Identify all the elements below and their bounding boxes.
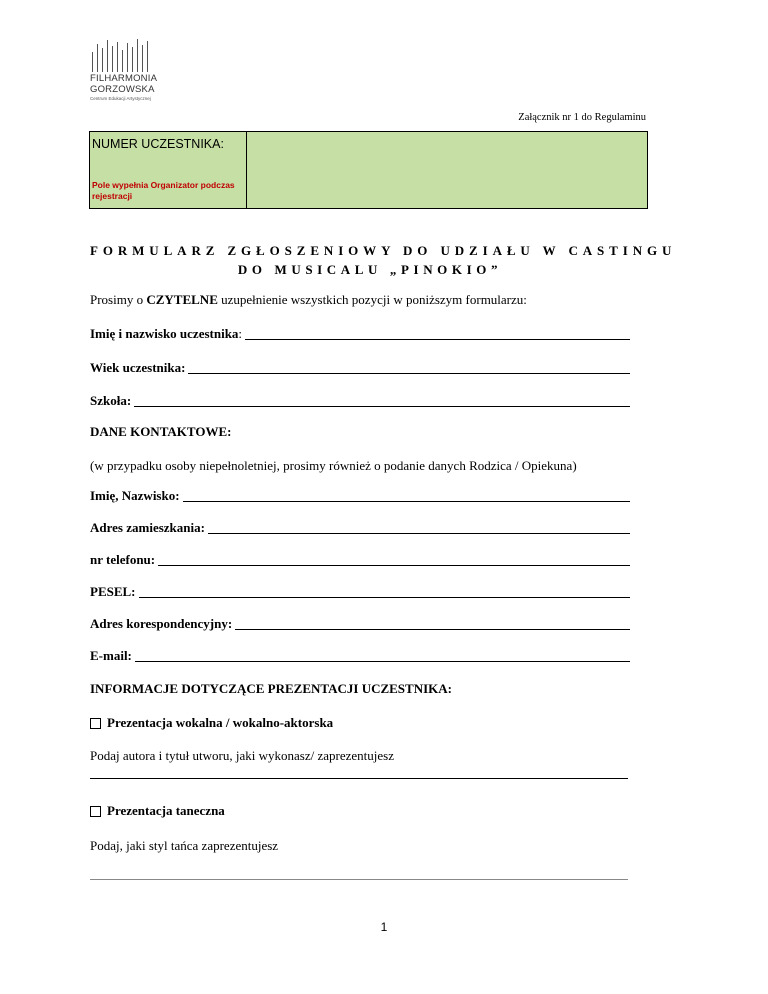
intro-bold: CZYTELNE [146, 292, 218, 307]
pesel-field[interactable] [90, 584, 630, 600]
contact-note: (w przypadku osoby niepełnoletniej, prosimy również o podanie danych Rodzica / Opiekuna) [90, 458, 577, 473]
dance-presentation-option[interactable] [90, 803, 225, 819]
vocal-checkbox[interactable] [90, 718, 101, 729]
pesel-input-line[interactable] [139, 585, 630, 598]
vocal-answer-line[interactable] [90, 778, 628, 779]
age-field[interactable] [90, 360, 630, 376]
presentation-heading: INFORMACJE DOTYCZĄCE PREZENTACJI UCZESTNIKA: [90, 681, 452, 696]
phone-input-line[interactable] [158, 553, 630, 566]
address-field[interactable] [90, 520, 630, 536]
page-number: 1 [380, 920, 388, 934]
vocal-hint: Podaj autora i tytuł utworu, jaki wykonasz/ zaprezentujesz [90, 748, 394, 763]
address-label: Adres zamieszkania: [90, 520, 205, 535]
participant-name-field[interactable] [90, 326, 630, 342]
dance-label: Prezentacja taneczna [107, 803, 225, 818]
form-title-line1: FORMULARZ ZGŁOSZENIOWY DO UDZIAŁU W CASTINGU [90, 243, 677, 258]
guardian-name-field[interactable] [90, 488, 630, 504]
phone-label: nr telefonu: [90, 552, 156, 567]
logo-text-line2: GORZOWSKA [90, 84, 155, 95]
guardian-name-label: Imię, Nazwisko: [90, 488, 180, 503]
participant-name-label: Imię i nazwisko uczestnika [90, 326, 239, 341]
email-label: E-mail: [90, 648, 132, 663]
email-input-line[interactable] [135, 649, 630, 662]
participant-number-label: NUMER UCZESTNIKA: [92, 137, 224, 151]
box-divider [246, 132, 247, 208]
postal-address-label: Adres korespondencyjny: [90, 616, 233, 631]
address-input-line[interactable] [208, 521, 630, 534]
organizer-note: Pole wypełnia Organizator podczas rejestracji [92, 180, 235, 201]
postal-address-input-line[interactable] [235, 617, 630, 630]
contact-heading: DANE KONTAKTOWE: [90, 424, 232, 439]
pesel-label: PESEL: [90, 584, 136, 599]
guardian-name-input-line[interactable] [183, 489, 630, 502]
logo-text-line1: FILHARMONIA [90, 73, 158, 84]
participant-name-input-line[interactable] [245, 327, 630, 340]
school-field[interactable] [90, 393, 630, 409]
participant-number-box [89, 131, 648, 209]
form-title-line2: DO MUSICALU „PINOKIO” [237, 262, 503, 277]
annex-label: Załącznik nr 1 do Regulaminu [518, 112, 646, 123]
dance-answer-line[interactable] [90, 879, 628, 880]
phone-field[interactable] [90, 552, 630, 568]
age-input-line[interactable] [188, 361, 630, 374]
intro-before: Prosimy o [90, 292, 147, 307]
dance-hint: Podaj, jaki styl tańca zaprezentujesz [90, 838, 279, 853]
intro-after: uzupełnienie wszystkich pozycji w poniższym formularzu: [217, 292, 527, 307]
postal-address-field[interactable] [90, 616, 630, 632]
philharmonic-logo [90, 38, 210, 108]
vocal-presentation-option[interactable] [90, 715, 333, 731]
logo-text-line3: Centrum Edukacji Artystycznej [90, 96, 151, 101]
age-label: Wiek uczestnika: [90, 360, 186, 375]
school-label: Szkoła: [90, 393, 132, 408]
logo-bars-icon [90, 38, 160, 72]
dance-checkbox[interactable] [90, 806, 101, 817]
vocal-label: Prezentacja wokalna / wokalno-aktorska [107, 715, 334, 730]
intro-text [90, 292, 527, 308]
participant-name-separator: : [238, 326, 243, 341]
email-field[interactable] [90, 648, 630, 664]
school-input-line[interactable] [134, 394, 630, 407]
